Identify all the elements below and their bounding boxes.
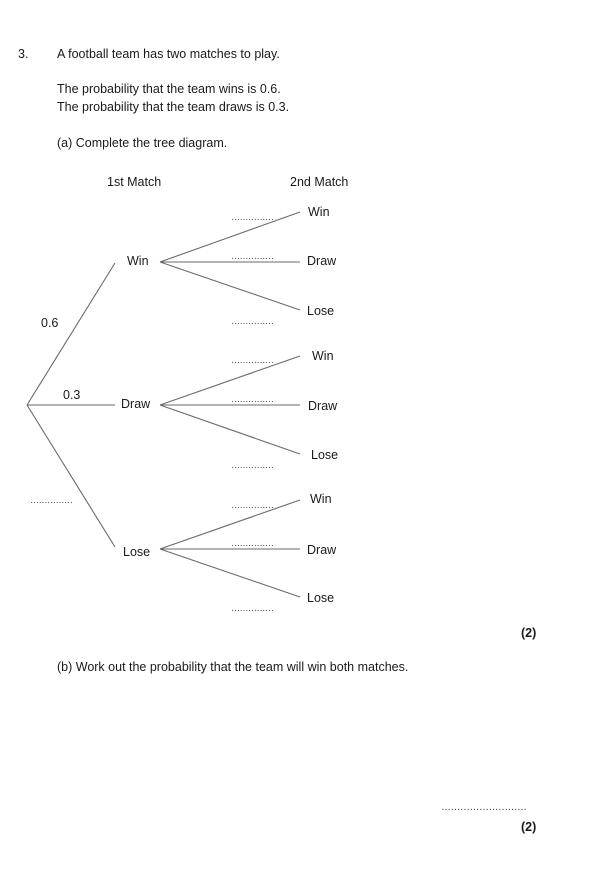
marks-part-b: (2)	[521, 820, 537, 834]
first-win-prob: 0.6	[41, 316, 59, 330]
branch-draw-lose	[160, 405, 300, 454]
second-lose-label: Lose	[307, 591, 335, 605]
first-lose-prob-blank[interactable]: ……………	[30, 495, 73, 505]
prob-blank[interactable]: ……………	[231, 460, 274, 470]
prob-blank[interactable]: ……………	[231, 212, 274, 222]
second-win-label: Win	[312, 349, 334, 363]
marks-part-a: (2)	[521, 626, 537, 640]
part-a-instruction: (a) Complete the tree diagram.	[57, 136, 228, 150]
second-draw-label: Draw	[307, 543, 337, 557]
branch-win-win	[160, 212, 300, 262]
branch-win-lose	[160, 262, 300, 310]
prob-win-text: The probability that the team wins is 0.6.	[57, 82, 281, 96]
second-draw-label: Draw	[307, 254, 337, 268]
second-win-label: Win	[310, 492, 332, 506]
header-first-match: 1st Match	[107, 175, 162, 189]
header-second-match: 2nd Match	[290, 175, 349, 189]
first-lose-label: Lose	[123, 545, 151, 559]
branch-lose-lose	[160, 549, 300, 597]
question-number: 3.	[18, 47, 29, 61]
prob-blank[interactable]: ……………	[231, 603, 274, 613]
prob-blank[interactable]: ……………	[231, 538, 274, 548]
second-lose-label: Lose	[307, 304, 335, 318]
prob-blank[interactable]: ……………	[231, 500, 274, 510]
prob-blank[interactable]: ……………	[231, 394, 274, 404]
part-b-instruction: (b) Work out the probability that the team will win both matches.	[57, 660, 409, 674]
first-win-label: Win	[127, 254, 149, 268]
branch-lose-win	[160, 500, 300, 549]
first-draw-label: Draw	[121, 397, 151, 411]
branch-draw-win	[160, 356, 300, 405]
branch-first-win	[27, 263, 115, 405]
prob-blank[interactable]: ……………	[231, 355, 274, 365]
second-draw-label: Draw	[308, 399, 338, 413]
first-draw-prob: 0.3	[63, 388, 81, 402]
prob-draw-text: The probability that the team draws is 0.3.	[57, 100, 290, 114]
prob-blank[interactable]: ……………	[231, 251, 274, 261]
second-win-label: Win	[308, 205, 330, 219]
question-intro: A football team has two matches to play.	[57, 47, 280, 61]
answer-line[interactable]: ………………………	[441, 802, 527, 813]
second-lose-label: Lose	[311, 448, 339, 462]
branch-first-lose	[27, 405, 115, 547]
prob-blank[interactable]: ……………	[231, 316, 274, 326]
